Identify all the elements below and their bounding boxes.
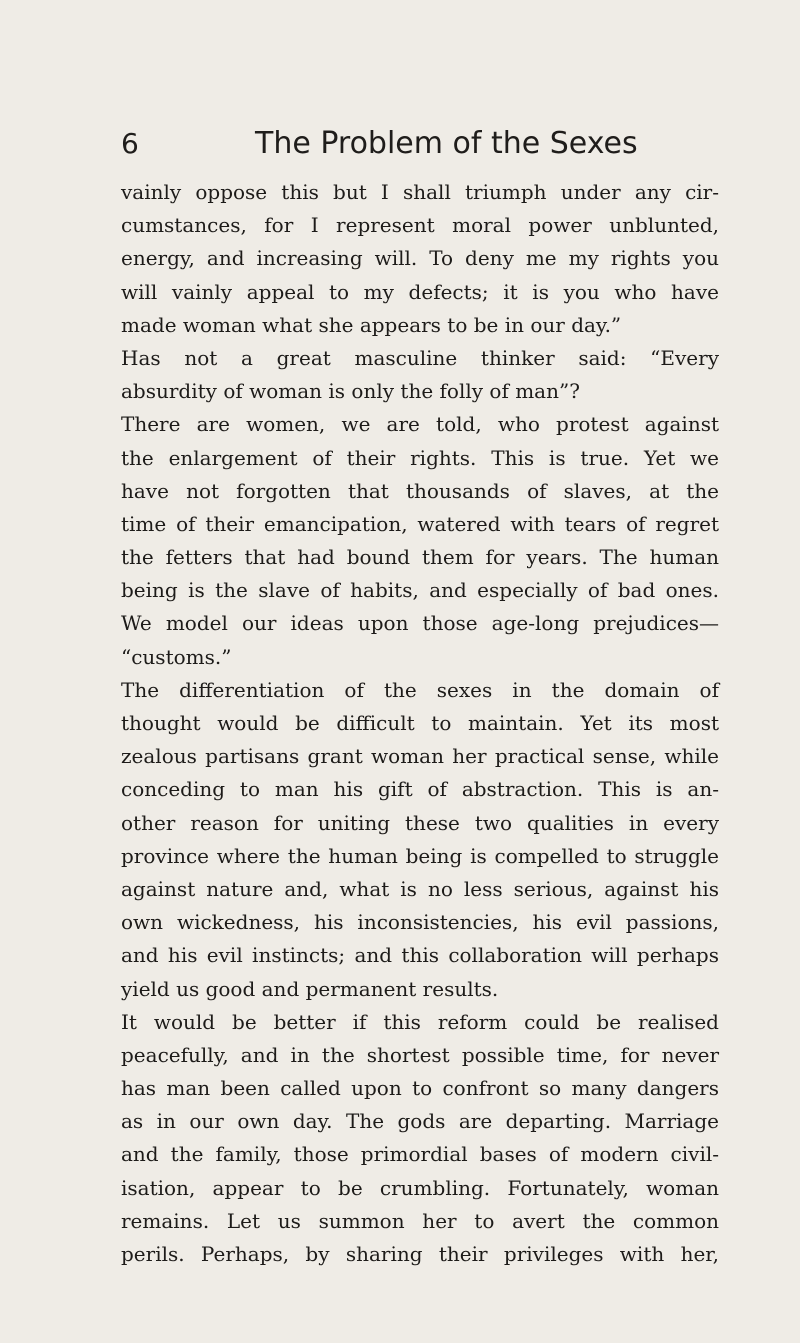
- body-text: [121, 176, 719, 1271]
- text-line: perils. Perhaps, by sharing their privileges with her,: [121, 1242, 719, 1266]
- text-line: The differentiation of the sexes in the domain of: [121, 677, 719, 702]
- text-line: the fetters that had bound them for years. The human: [121, 545, 719, 570]
- text-line: conceding to man his gift of abstraction. This is an-: [121, 777, 719, 802]
- text-line: Has not a great masculine thinker said: “Every: [121, 345, 719, 370]
- text-line: being is the slave of habits, and especially of bad ones.: [121, 578, 719, 603]
- text-line: We model our ideas upon those age-long prejudices—: [121, 611, 719, 636]
- text-line: energy, and increasing will. To deny me my rights you: [121, 246, 719, 271]
- text-line: remains. Let us summon her to avert the common: [121, 1208, 719, 1233]
- text-line: time of their emancipation, watered with tears of regret: [121, 511, 719, 536]
- text-line: There are women, we are told, who protest against: [121, 412, 719, 437]
- text-line: and the family, those primordial bases of modern civil-: [121, 1142, 719, 1167]
- text-line: peacefully, and in the shortest possible time, for never: [121, 1042, 719, 1067]
- text-line: has man been called upon to confront so many dangers: [121, 1076, 719, 1101]
- page-number: 6: [121, 127, 139, 160]
- text-line: made woman what she appears to be in our day.”: [121, 312, 622, 337]
- text-line: yield us good and permanent results.: [121, 976, 499, 1001]
- text-line: absurdity of woman is only the folly of man”?: [121, 379, 580, 404]
- text-line: the enlargement of their rights. This is true. Yet we: [121, 445, 719, 470]
- text-line: vainly oppose this but I shall triumph under any cir-: [121, 180, 719, 204]
- text-line: cumstances, for I represent moral power unblunted,: [121, 213, 719, 238]
- text-line: province where the human being is compelled to struggle: [121, 843, 719, 868]
- text-line: and his evil instincts; and this collaboration will perhaps: [121, 943, 719, 968]
- text-line: thought would be difficult to maintain. Yet its most: [121, 711, 719, 735]
- text-line: as in our own day. The gods are departing. Marriage: [121, 1109, 719, 1134]
- text-line: will vainly appeal to my defects; it is you who have: [121, 279, 719, 304]
- text-line: It would be better if this reform could be realised: [121, 1009, 719, 1034]
- text-line: have not forgotten that thousands of slaves, at the: [121, 478, 719, 503]
- text-line: own wickedness, his inconsistencies, his evil passions,: [121, 910, 719, 935]
- text-line: isation, appear to be crumbling. Fortunately, woman: [121, 1175, 719, 1200]
- running-title: The Problem of the Sexes: [255, 126, 638, 161]
- text-line: other reason for uniting these two qualities in every: [121, 810, 719, 835]
- text-line: “customs.”: [121, 644, 232, 669]
- running-head: [121, 126, 721, 166]
- text-line: zealous partisans grant woman her practical sense, while: [121, 744, 719, 769]
- text-line: against nature and, what is no less serious, against his: [121, 876, 719, 901]
